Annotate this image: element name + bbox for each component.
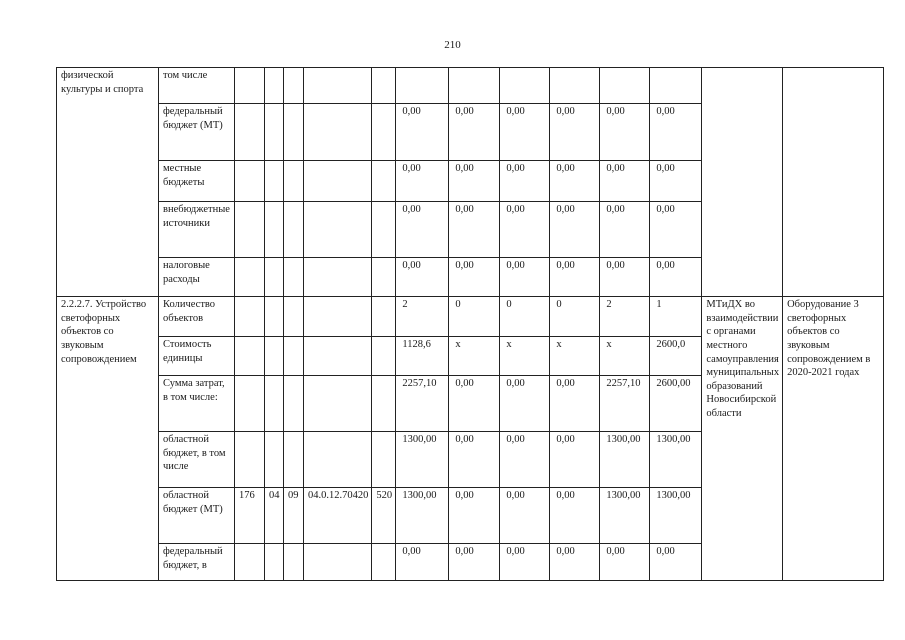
result-cell [783, 68, 884, 297]
year-value-cell: 2 [396, 297, 449, 337]
row-label-cell: областной бюджет, в том числе [159, 432, 235, 488]
code-vr-cell: 520 [372, 488, 396, 544]
year-value-cell: 0,00 [449, 258, 500, 297]
row-label-cell: Стоимость единицы [159, 337, 235, 376]
year-value-cell: 1300,00 [650, 488, 702, 544]
code-grbs-cell [235, 68, 265, 104]
code-rz-cell [265, 202, 284, 258]
year-value-cell: 2257,10 [600, 376, 650, 432]
code-pr-cell [284, 337, 304, 376]
code-rz-cell [265, 258, 284, 297]
row-label-cell: Сумма затрат, в том числе: [159, 376, 235, 432]
year-value-cell: x [550, 337, 600, 376]
code-csr-cell [304, 258, 372, 297]
code-pr-cell [284, 104, 304, 161]
year-value-cell: 0,00 [500, 432, 550, 488]
measure-name-cell: 2.2.2.7. Устройство светофорных объектов со звуковым сопровождением [57, 297, 159, 581]
code-pr-cell [284, 544, 304, 581]
code-pr-cell: 09 [284, 488, 304, 544]
code-rz-cell [265, 432, 284, 488]
code-vr-cell [372, 376, 396, 432]
year-value-cell: 0,00 [449, 488, 500, 544]
year-value-cell [600, 68, 650, 104]
code-vr-cell [372, 202, 396, 258]
code-csr-cell [304, 432, 372, 488]
year-value-cell [650, 68, 702, 104]
code-grbs-cell [235, 297, 265, 337]
page-number: 210 [444, 39, 461, 51]
code-grbs-cell [235, 161, 265, 202]
year-value-cell: 0,00 [650, 104, 702, 161]
year-value-cell: 0,00 [500, 161, 550, 202]
code-pr-cell [284, 297, 304, 337]
code-vr-cell [372, 544, 396, 581]
year-value-cell: 0,00 [550, 376, 600, 432]
code-pr-cell [284, 376, 304, 432]
code-pr-cell [284, 68, 304, 104]
year-value-cell: 0,00 [600, 202, 650, 258]
year-value-cell: 0,00 [500, 376, 550, 432]
code-pr-cell [284, 258, 304, 297]
year-value-cell: 1300,00 [396, 432, 449, 488]
year-value-cell: 0,00 [396, 544, 449, 581]
code-vr-cell [372, 258, 396, 297]
code-csr-cell [304, 202, 372, 258]
table-body [57, 68, 884, 581]
code-grbs-cell [235, 376, 265, 432]
year-value-cell: 2 [600, 297, 650, 337]
year-value-cell [396, 68, 449, 104]
code-csr-cell [304, 104, 372, 161]
year-value-cell: 1300,00 [600, 488, 650, 544]
year-value-cell: 1128,6 [396, 337, 449, 376]
code-rz-cell [265, 104, 284, 161]
year-value-cell: 0,00 [600, 161, 650, 202]
code-vr-cell [372, 297, 396, 337]
year-value-cell: 0,00 [500, 488, 550, 544]
code-vr-cell [372, 104, 396, 161]
year-value-cell: 1300,00 [650, 432, 702, 488]
code-vr-cell [372, 68, 396, 104]
year-value-cell: 0,00 [550, 202, 600, 258]
code-grbs-cell: 176 [235, 488, 265, 544]
year-value-cell: 0,00 [600, 258, 650, 297]
year-value-cell: 0,00 [500, 202, 550, 258]
year-value-cell [550, 68, 600, 104]
year-value-cell: x [500, 337, 550, 376]
year-value-cell: 0,00 [650, 258, 702, 297]
code-grbs-cell [235, 104, 265, 161]
year-value-cell: 0,00 [550, 104, 600, 161]
year-value-cell: 0,00 [449, 432, 500, 488]
year-value-cell: 0,00 [449, 104, 500, 161]
code-pr-cell [284, 432, 304, 488]
code-vr-cell [372, 161, 396, 202]
year-value-cell: 2257,10 [396, 376, 449, 432]
year-value-cell: 1 [650, 297, 702, 337]
year-value-cell: 0,00 [449, 544, 500, 581]
code-rz-cell [265, 544, 284, 581]
year-value-cell: 0,00 [550, 432, 600, 488]
row-label-cell: внебюджетные источники [159, 202, 235, 258]
budget-table [56, 67, 884, 581]
year-value-cell: 0,00 [500, 104, 550, 161]
year-value-cell: 0,00 [500, 544, 550, 581]
code-rz-cell: 04 [265, 488, 284, 544]
code-vr-cell [372, 432, 396, 488]
executor-cell [702, 68, 783, 297]
code-csr-cell [304, 544, 372, 581]
row-label-cell: Количество объектов [159, 297, 235, 337]
code-rz-cell [265, 376, 284, 432]
executor-cell: МТиДХ во взаимодействии с органами местного самоуправления муниципальных образований Новосибирской области [702, 297, 783, 581]
code-rz-cell [265, 68, 284, 104]
code-csr-cell [304, 297, 372, 337]
code-csr-cell [304, 337, 372, 376]
row-label-cell: налоговые расходы [159, 258, 235, 297]
code-grbs-cell [235, 432, 265, 488]
year-value-cell: 0,00 [600, 544, 650, 581]
row-label-cell: областной бюджет (МТ) [159, 488, 235, 544]
code-grbs-cell [235, 258, 265, 297]
year-value-cell: 0,00 [396, 161, 449, 202]
year-value-cell: 0,00 [650, 202, 702, 258]
code-rz-cell [265, 297, 284, 337]
year-value-cell: 0,00 [500, 258, 550, 297]
code-vr-cell [372, 337, 396, 376]
code-csr-cell: 04.0.12.70420 [304, 488, 372, 544]
year-value-cell: 0,00 [550, 488, 600, 544]
year-value-cell: 0 [550, 297, 600, 337]
year-value-cell: 0 [500, 297, 550, 337]
measure-name-cell: физической культуры и спорта [57, 68, 159, 297]
table-row [57, 68, 884, 104]
year-value-cell: 0,00 [396, 258, 449, 297]
code-rz-cell [265, 337, 284, 376]
year-value-cell: x [449, 337, 500, 376]
year-value-cell: x [600, 337, 650, 376]
year-value-cell [449, 68, 500, 104]
year-value-cell: 0,00 [600, 104, 650, 161]
code-csr-cell [304, 68, 372, 104]
year-value-cell: 1300,00 [600, 432, 650, 488]
code-grbs-cell [235, 544, 265, 581]
year-value-cell: 0 [449, 297, 500, 337]
code-csr-cell [304, 376, 372, 432]
result-cell: Оборудование 3 светофорных объектов со звуковым сопровождением в 2020-2021 годах [783, 297, 884, 581]
code-csr-cell [304, 161, 372, 202]
row-label-cell: том числе [159, 68, 235, 104]
row-label-cell: местные бюджеты [159, 161, 235, 202]
year-value-cell: 0,00 [650, 161, 702, 202]
year-value-cell: 0,00 [550, 258, 600, 297]
row-label-cell: федеральный бюджет (МТ) [159, 104, 235, 161]
year-value-cell: 2600,00 [650, 376, 702, 432]
year-value-cell: 0,00 [449, 376, 500, 432]
code-pr-cell [284, 161, 304, 202]
code-pr-cell [284, 202, 304, 258]
table-row [57, 297, 884, 337]
year-value-cell: 0,00 [449, 202, 500, 258]
year-value-cell: 0,00 [550, 544, 600, 581]
year-value-cell: 0,00 [396, 202, 449, 258]
year-value-cell: 2600,0 [650, 337, 702, 376]
row-label-cell: федеральный бюджет, в [159, 544, 235, 581]
year-value-cell [500, 68, 550, 104]
year-value-cell: 0,00 [396, 104, 449, 161]
code-grbs-cell [235, 202, 265, 258]
year-value-cell: 0,00 [550, 161, 600, 202]
year-value-cell: 0,00 [449, 161, 500, 202]
code-grbs-cell [235, 337, 265, 376]
year-value-cell: 1300,00 [396, 488, 449, 544]
year-value-cell: 0,00 [650, 544, 702, 581]
code-rz-cell [265, 161, 284, 202]
